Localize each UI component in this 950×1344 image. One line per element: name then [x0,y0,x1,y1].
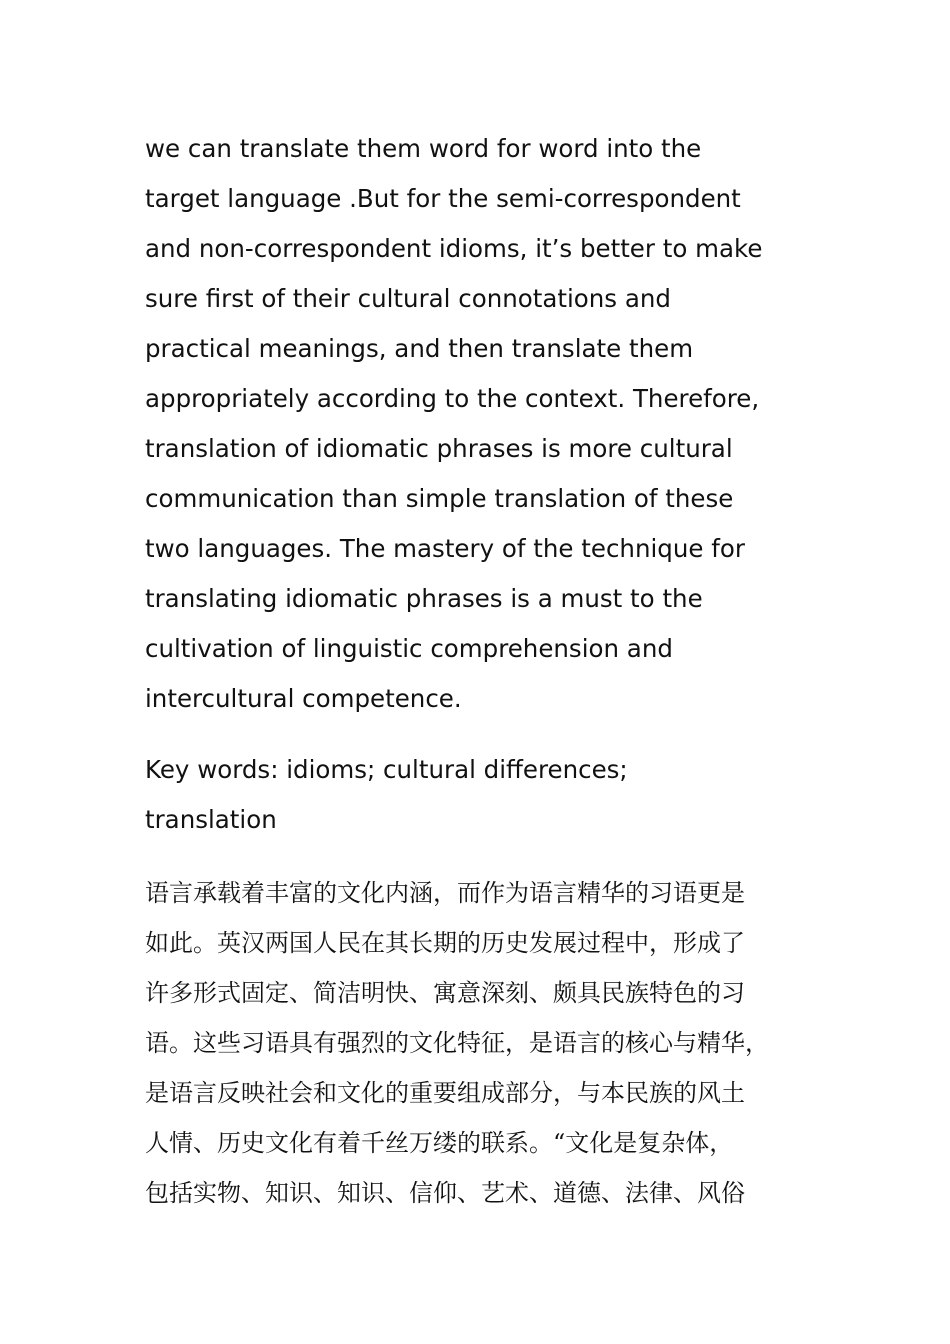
keywords-line: Key words: idioms; cultural differences; [145,755,628,784]
abstract-line: practical meanings, and then translate them [145,334,694,363]
chinese-line: 如此。英汉两国人民在其长期的历史发展过程中，形成了 [145,929,745,957]
chinese-line: 语言承载着丰富的文化内涵，而作为语言精华的习语更是 [145,879,745,907]
chinese-line: 许多形式固定、简洁明快、寓意深刻、颇具民族特色的习 [145,979,745,1007]
abstract-line: two languages. The mastery of the technique for [145,534,745,563]
chinese-line: 人情、历史文化有着千丝万缕的联系。“文化是复杂体， [145,1129,734,1157]
abstract-line: appropriately according to the context. Therefore, [145,384,760,413]
abstract-line: cultivation of linguistic comprehension and [145,634,673,663]
abstract-line: translation of idiomatic phrases is more cultural [145,434,733,463]
abstract-line: translating idiomatic phrases is a must to the [145,584,703,613]
chinese-line: 是语言反映社会和文化的重要组成部分，与本民族的风土 [145,1079,745,1107]
abstract-line: sure first of their cultural connotations and [145,284,671,313]
abstract-line: target language .But for the semi-correspondent [145,184,741,213]
abstract-line: communication than simple translation of these [145,484,734,513]
chinese-paragraph [145,868,805,1218]
chinese-line: 包括实物、知识、知识、信仰、艺术、道德、法律、风俗 [145,1179,745,1207]
abstract-line: intercultural competence. [145,684,462,713]
abstract-line: we can translate them word for word into the [145,134,702,163]
keywords-paragraph [145,745,805,845]
abstract-line: and non-correspondent idioms, it’s better to make [145,234,763,263]
chinese-line: 语。这些习语具有强烈的文化特征，是语言的核心与精华， [145,1029,769,1057]
abstract-paragraph [145,124,805,724]
keywords-line: translation [145,805,277,834]
